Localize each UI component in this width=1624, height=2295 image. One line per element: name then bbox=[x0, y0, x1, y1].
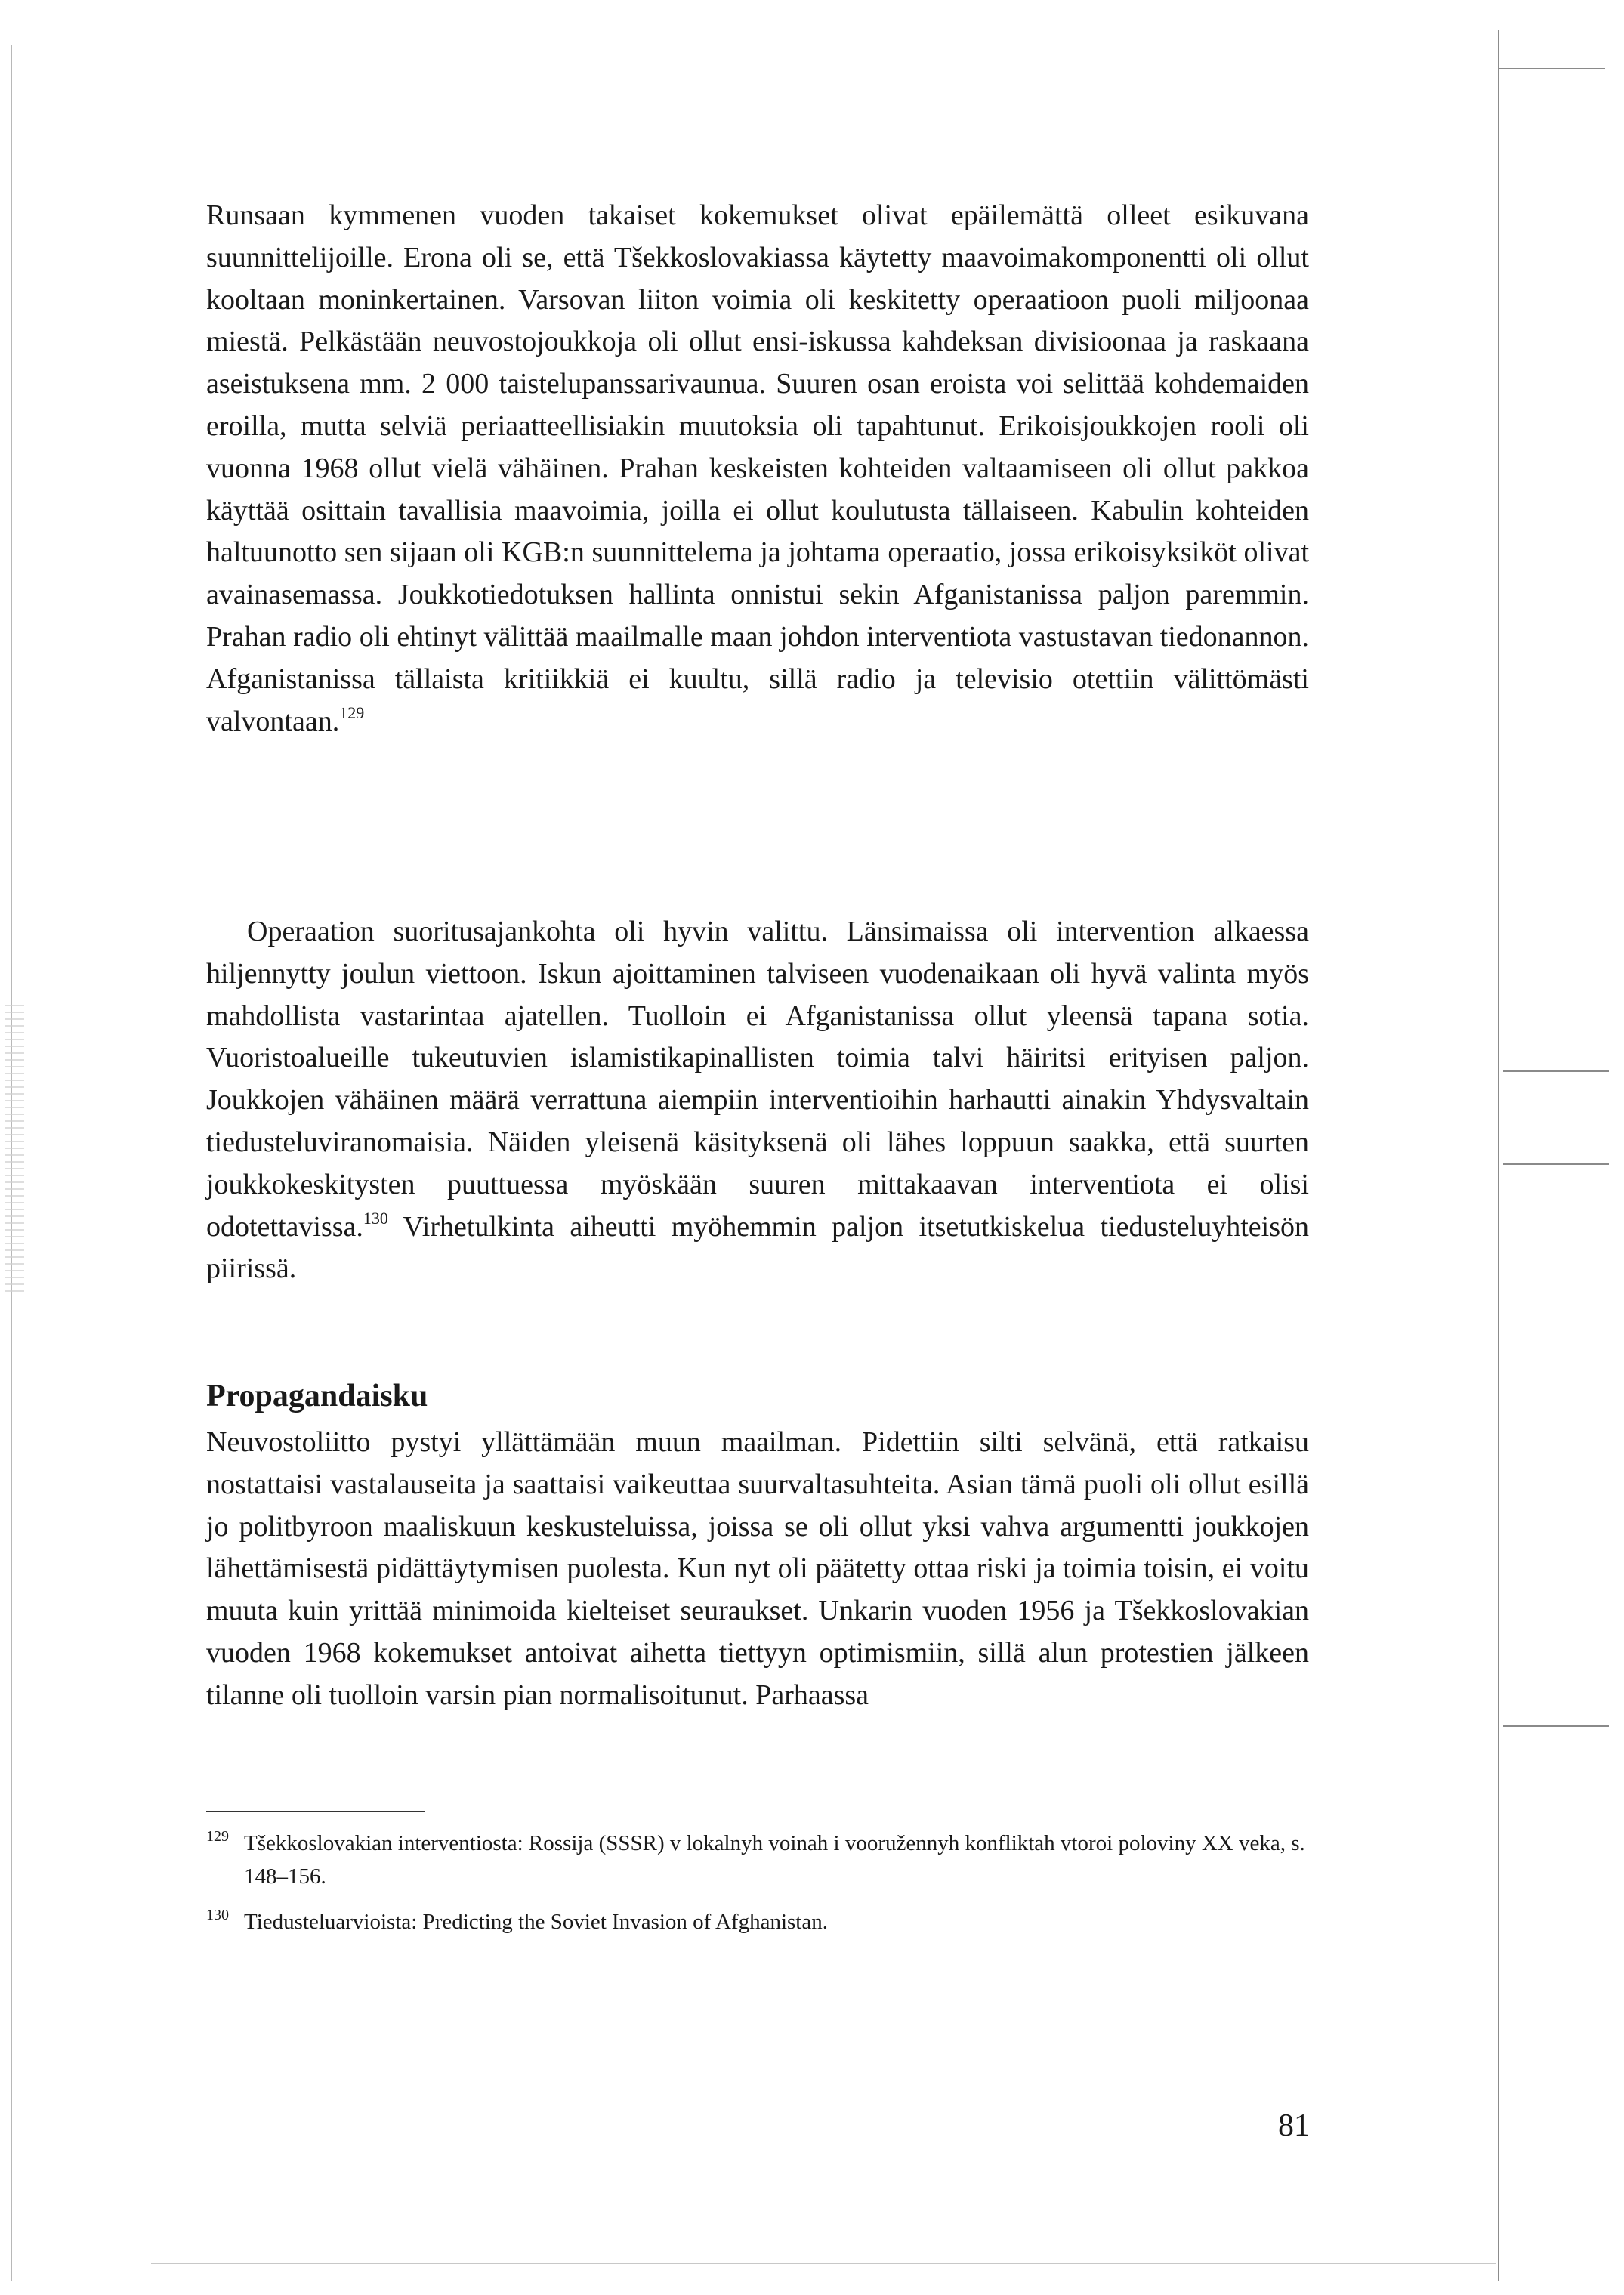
paragraph-text: Operaation suoritusajankohta oli hyvin valittu. Länsimaissa oli intervention alkaessa hiljennytty joulun viettoon. Iskun ajoittaminen talviseen vuodenaikaan oli hyvä valinta myös mahdollista vastarintaa ajatellen. Tuolloin ei Afganistanissa ollut yleensä tapana sotia. Vuoristoalueille tukeutuvien islamistikapinallisten toimia talvi häiritsi erityisen paljon. Joukkojen vähäinen määrä verrattuna aiempiin interventioihin harhautti ainakin Yhdysvaltain tiedusteluviranomaisia. Näiden yleisenä käsityksenä oli lähes loppuun saakka, että suurten joukkokeskitysten puuttuessa myöskään suuren mittakaavan interventiota ei olisi odotettavissa. bbox=[206, 916, 1309, 1243]
section-heading: Propagandaisku bbox=[206, 1379, 428, 1413]
body-paragraph-3: Neuvostoliitto pystyi yllättämään muun maailman. Pidettiin silti selvänä, että ratkaisu nostattaisi vastalauseita ja saattaisi vaikeuttaa suurvaltasuhteita. Asian tämä puoli oli ollut esillä jo politbyroon maaliskuun keskusteluissa, joissa se oli ollut yksi vahva argumentti joukkojen lähettämisestä pidättäytymisen puolesta. Kun nyt oli päätetty ottaa riski ja toimia toisin, ei voitu muuta kuin yrittää minimoida kielteiset seuraukset. Unkarin vuoden 1956 ja Tšekkoslovakian vuoden 1968 kokemukset antoivat aihetta tiettyyn optimismiin, sillä alun protestien jälkeen tilanne oli tuolloin varsin pian normalisoitunut. Parhaassa bbox=[206, 1426, 1309, 1711]
paragraph-text: Runsaan kymmenen vuoden takaiset kokemukset olivat epäilemättä olleet esikuvana suunnittelijoille. Erona oli se, että Tšekkoslovakiassa käytetty maavoimakomponentti oli ollut kooltaan moninkertainen. Varsovan liiton voimia oli keskitetty operaatioon puoli miljoonaa miestä. Pelkästään neuvostojoukkoja oli ollut ensi-iskussa kahdeksan divisioonaa ja raskaana aseistuksena mm. 2 000 taistelupanssarivaunua. Suuren osan eroista voi selittää kohdemaiden eroilla, mutta selviä periaatteellisiakin muutoksia oli tapahtunut. Erikoisjoukkojen rooli oli vuonna 1968 ollut vielä vähäinen. Prahan keskeisten kohteiden valtaamiseen oli ollut pakkoa käyttää osittain tavallisia maavoimia, joilla ei ollut koulutusta tällaiseen. Kabulin kohteiden haltuunotto sen sijaan oli KGB:n suunnittelema ja johtama operaatio, jossa erikoisyksiköt olivat avainasemassa. Joukkotiedotuksen hallinta onnistui sekin Afganistanissa paljon paremmin. Prahan radio oli ehtinyt välittää maailmalle maan johdon interventiota vastustavan tiedonannon. Afganistanissa tällaista kritiikkiä ei kuultu, sillä radio ja televisio otettiin välittömästi valvontaan. bbox=[206, 199, 1309, 737]
paragraph-text: Virhetulkinta aiheutti myöhemmin paljon itsetutkiskelua tiedusteluyhteisön piirissä. bbox=[206, 1210, 1309, 1285]
footnote-129: 129 Tšekkoslovakian interventiosta: Rossija (SSSR) v lokalnyh voinah i vooružennyh konfliktah vtoroi poloviny XX veka, s. 148–156. bbox=[206, 1828, 1305, 1889]
scan-bleed-through bbox=[5, 1005, 24, 1292]
footnote-reference-130[interactable]: 130 bbox=[363, 1208, 388, 1228]
scan-right-edge bbox=[1498, 30, 1499, 2281]
footnote-divider bbox=[206, 1811, 425, 1812]
scan-margin-mark bbox=[1503, 1163, 1609, 1165]
body-paragraph-2 bbox=[206, 911, 1309, 1290]
body-paragraph-1 bbox=[206, 195, 1309, 743]
scan-bottom-edge bbox=[151, 2263, 1496, 2264]
footnote-reference-129[interactable]: 129 bbox=[339, 703, 365, 722]
footnote-text: Tšekkoslovakian interventiosta: Rossija (SSSR) v lokalnyh voinah i vooružennyh konfliktah vtoroi poloviny XX veka, s. 148–156. bbox=[244, 1831, 1305, 1889]
footnote-text: Tiedusteluarvioista: Predicting the Soviet Invasion of Afghanistan. bbox=[244, 1910, 828, 1934]
scan-margin-mark bbox=[1503, 1725, 1609, 1727]
scan-margin-mark bbox=[1503, 1070, 1609, 1072]
page-number: 81 bbox=[1278, 2108, 1310, 2143]
footnote-130: 130 Tiedusteluarvioista: Predicting the Soviet Invasion of Afghanistan. bbox=[206, 1907, 828, 1934]
scan-margin-mark bbox=[1499, 68, 1605, 69]
